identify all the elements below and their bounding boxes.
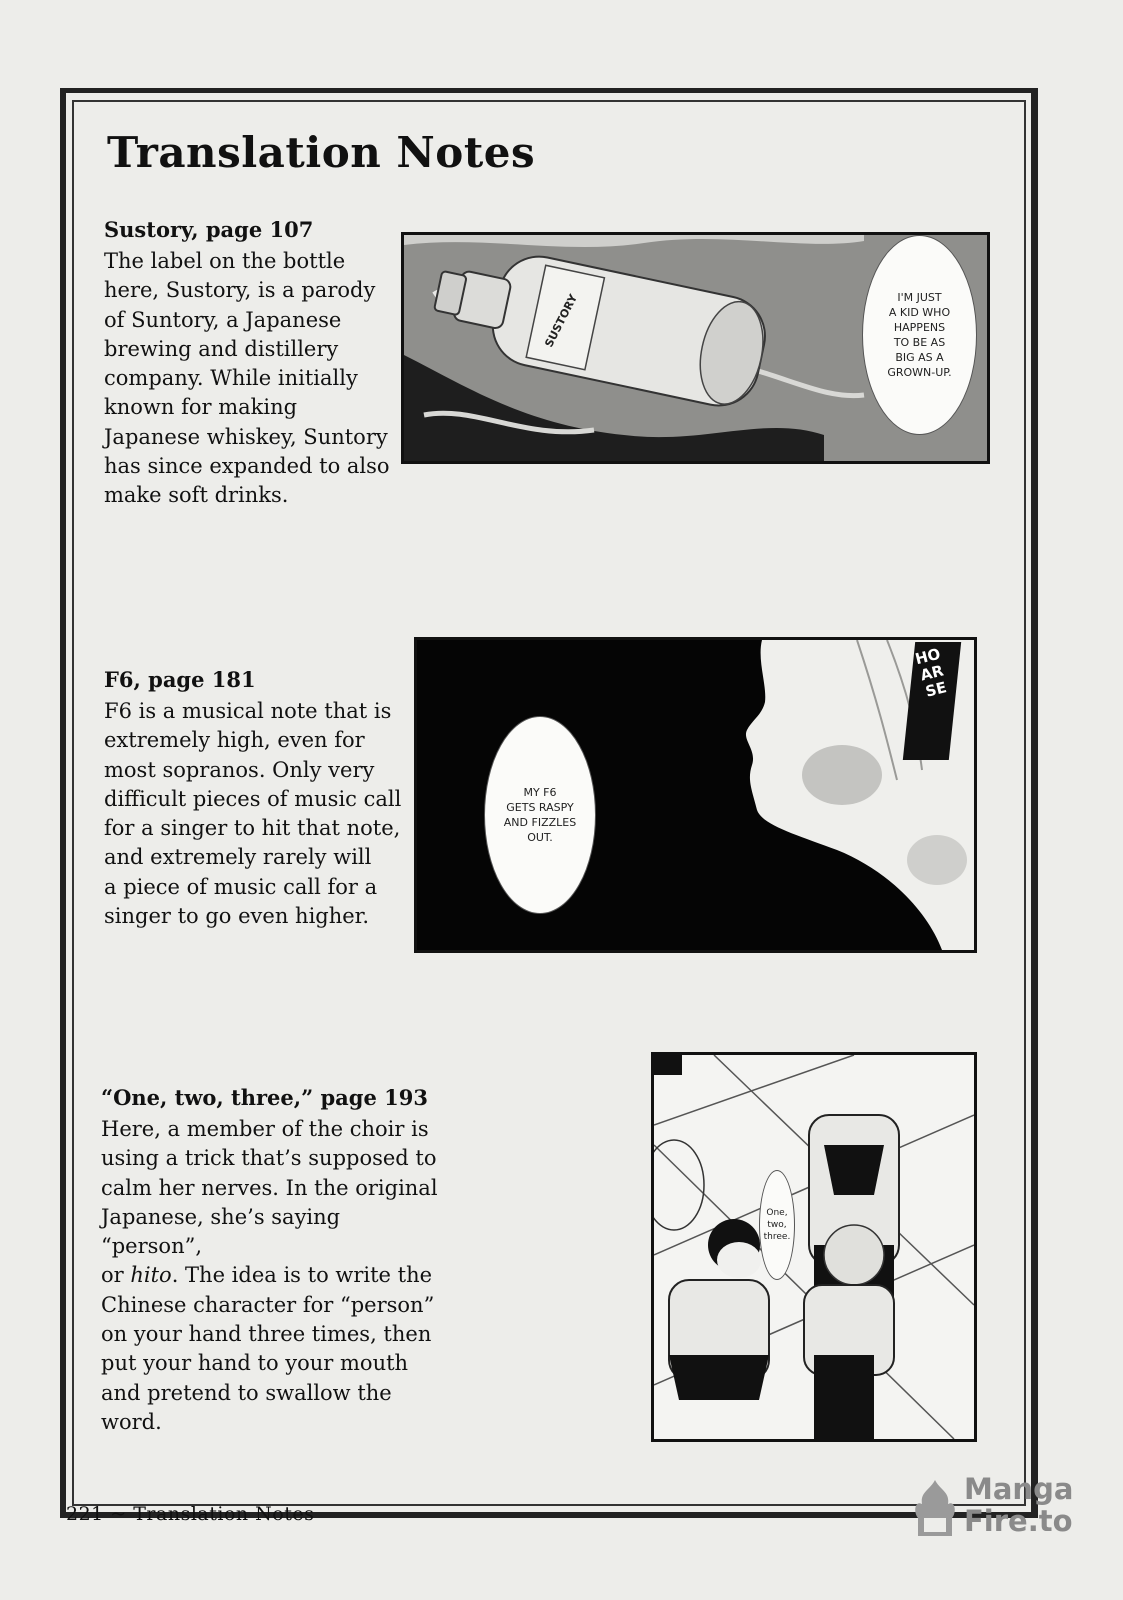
choir-illustration — [654, 1055, 974, 1439]
note-heading-one-two-three: “One, two, three,” page 193 — [101, 1085, 428, 1110]
page-title: Translation Notes — [107, 128, 536, 177]
note-body-f6: F6 is a musical note that is extremely high, even for most sopranos. Only very difficult pieces of music call for a singer to hit that note, and extremely rarely will a piece of music call for a singer to go even higher. — [104, 699, 402, 929]
note-body-sustory: The label on the bottle here, Sustory, is a parody of Suntory, a Japanese brewing and distillery company. While initially known for making Japanese whiskey, Suntory has since expanded to also make soft drinks. — [104, 249, 390, 508]
note-body-italic-hito: hito — [130, 1263, 172, 1288]
site-watermark — [910, 1472, 1080, 1542]
watermark-text-fire: Fire.to — [964, 1504, 1073, 1538]
page-footer: 221 ~ Translation Notes — [66, 1503, 315, 1525]
manga-panel-singer — [414, 637, 977, 953]
manga-panel-bottle — [401, 232, 990, 464]
watermark-logo-icon — [910, 1478, 960, 1538]
note-body-part-1: Here, a member of the choir is using a trick that’s supposed to calm her nerves. In the original Japanese, she’s saying “person”, or — [101, 1117, 438, 1288]
sfx-hoarse: HOARSE — [913, 644, 949, 701]
note-body-one-two-three — [101, 1115, 441, 1437]
note-heading-sustory: Sustory, page 107 — [104, 217, 314, 242]
manga-panel-choir — [651, 1052, 977, 1442]
watermark-text-manga: Manga — [964, 1472, 1074, 1506]
note-heading-f6: F6, page 181 — [104, 667, 256, 692]
speech-bubble-kid: I'M JUST A KID WHO HAPPENS TO BE AS BIG AS A GROWN-UP. — [862, 235, 977, 435]
bottle-label-text: SUSTORY — [542, 292, 580, 350]
speech-bubble-f6: MY F6 GETS RASPY AND FIZZLES OUT. — [484, 716, 596, 914]
note-body-part-2: . The idea is to write the Chinese character for “person” on your hand three times, then put your hand to your mouth and pretend to swallow the word. — [101, 1263, 435, 1434]
speech-bubble-one-two-three: One, two, three. — [759, 1170, 795, 1280]
